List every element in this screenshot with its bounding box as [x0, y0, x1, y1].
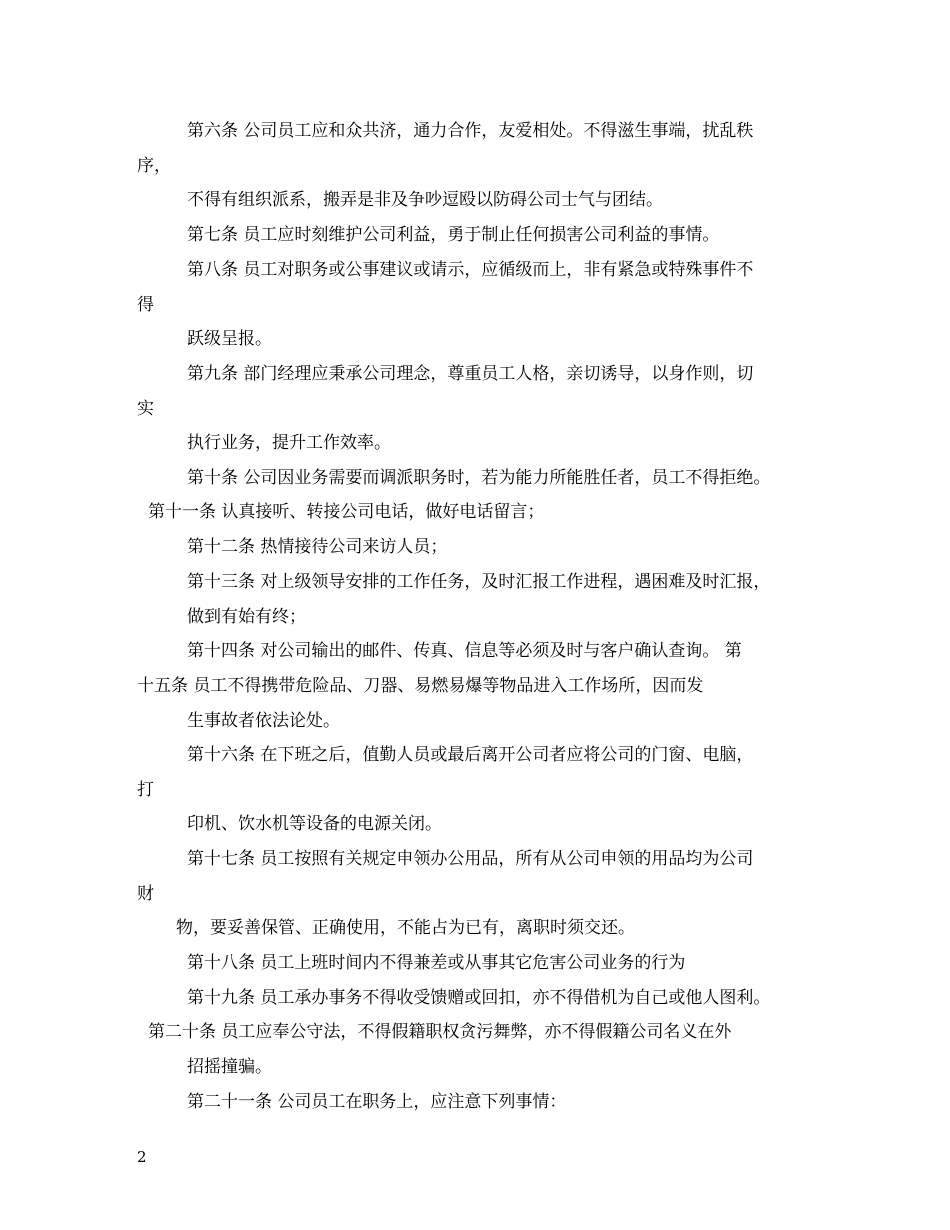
text-line: 十五条 员工不得携带危险品、刀器、易燃易爆等物品进入工作场所，因而发	[137, 676, 704, 696]
page-number: 2	[137, 1148, 147, 1166]
text-line: 第十一条 认真接听、转接公司电话，做好电话留言；	[148, 502, 545, 522]
text-line: 第十八条 员工上班时间内不得兼差或从事其它危害公司业务的行为	[187, 953, 686, 973]
text-line: 执行业务，提升工作效率。	[187, 433, 391, 453]
text-line: 做到有始有终；	[187, 607, 306, 627]
text-line: 第十三条 对上级领导安排的工作任务，及时汇报工作进程，遇困难及时汇报，	[187, 572, 771, 592]
text-line: 第七条 员工应时刻维护公司利益，勇于制止任何损害公司利益的事情。	[187, 225, 720, 245]
text-line: 第六条 公司员工应和众共济，通力合作，友爱相处。不得滋生事端，扰乱秩	[187, 121, 754, 141]
text-line: 第十条 公司因业务需要而调派职务时，若为能力所能胜任者，员工不得拒绝。	[187, 468, 771, 488]
text-line: 招摇撞骗。	[187, 1057, 272, 1077]
text-line: 序，	[137, 156, 171, 176]
text-line: 第十七条 员工按照有关规定申领办公用品，所有从公司申领的用品均为公司	[187, 849, 754, 869]
text-line: 第八条 员工对职务或公事建议或请示，应循级而上，非有紧急或特殊事件不	[187, 260, 754, 280]
text-line: 第十四条 对公司输出的邮件、传真、信息等必须及时与客户确认查询。 第	[187, 641, 742, 661]
text-line: 第十六条 在下班之后，值勤人员或最后离开公司者应将公司的门窗、电脑，	[187, 745, 754, 765]
text-line: 印机、饮水机等设备的电源关闭。	[187, 814, 442, 834]
text-line: 第十九条 员工承办事务不得收受馈赠或回扣，亦不得借机为自己或他人图利。	[187, 988, 771, 1008]
text-line: 物，要妥善保管、正确使用，不能占为已有，离职时须交还。	[176, 918, 635, 938]
text-line: 第二十一条 公司员工在职务上，应注意下列事情：	[187, 1092, 567, 1112]
text-line: 第二十条 员工应奉公守法，不得假籍职权贪污舞弊，亦不得假籍公司名义在外	[148, 1022, 732, 1042]
text-line: 跃级呈报。	[187, 329, 272, 349]
text-line: 得	[137, 295, 154, 315]
text-line: 第十二条 热情接待公司来访人员；	[187, 537, 448, 557]
text-line: 第九条 部门经理应秉承公司理念，尊重员工人格，亲切诱导，以身作则，切	[187, 364, 754, 384]
text-line: 实	[137, 399, 154, 419]
text-line: 打	[137, 780, 154, 800]
text-line: 生事故者依法论处。	[187, 711, 340, 731]
text-line: 财	[137, 884, 154, 904]
text-line: 不得有组织派系，搬弄是非及争吵逗殴以防碍公司士气与团结。	[187, 190, 663, 210]
